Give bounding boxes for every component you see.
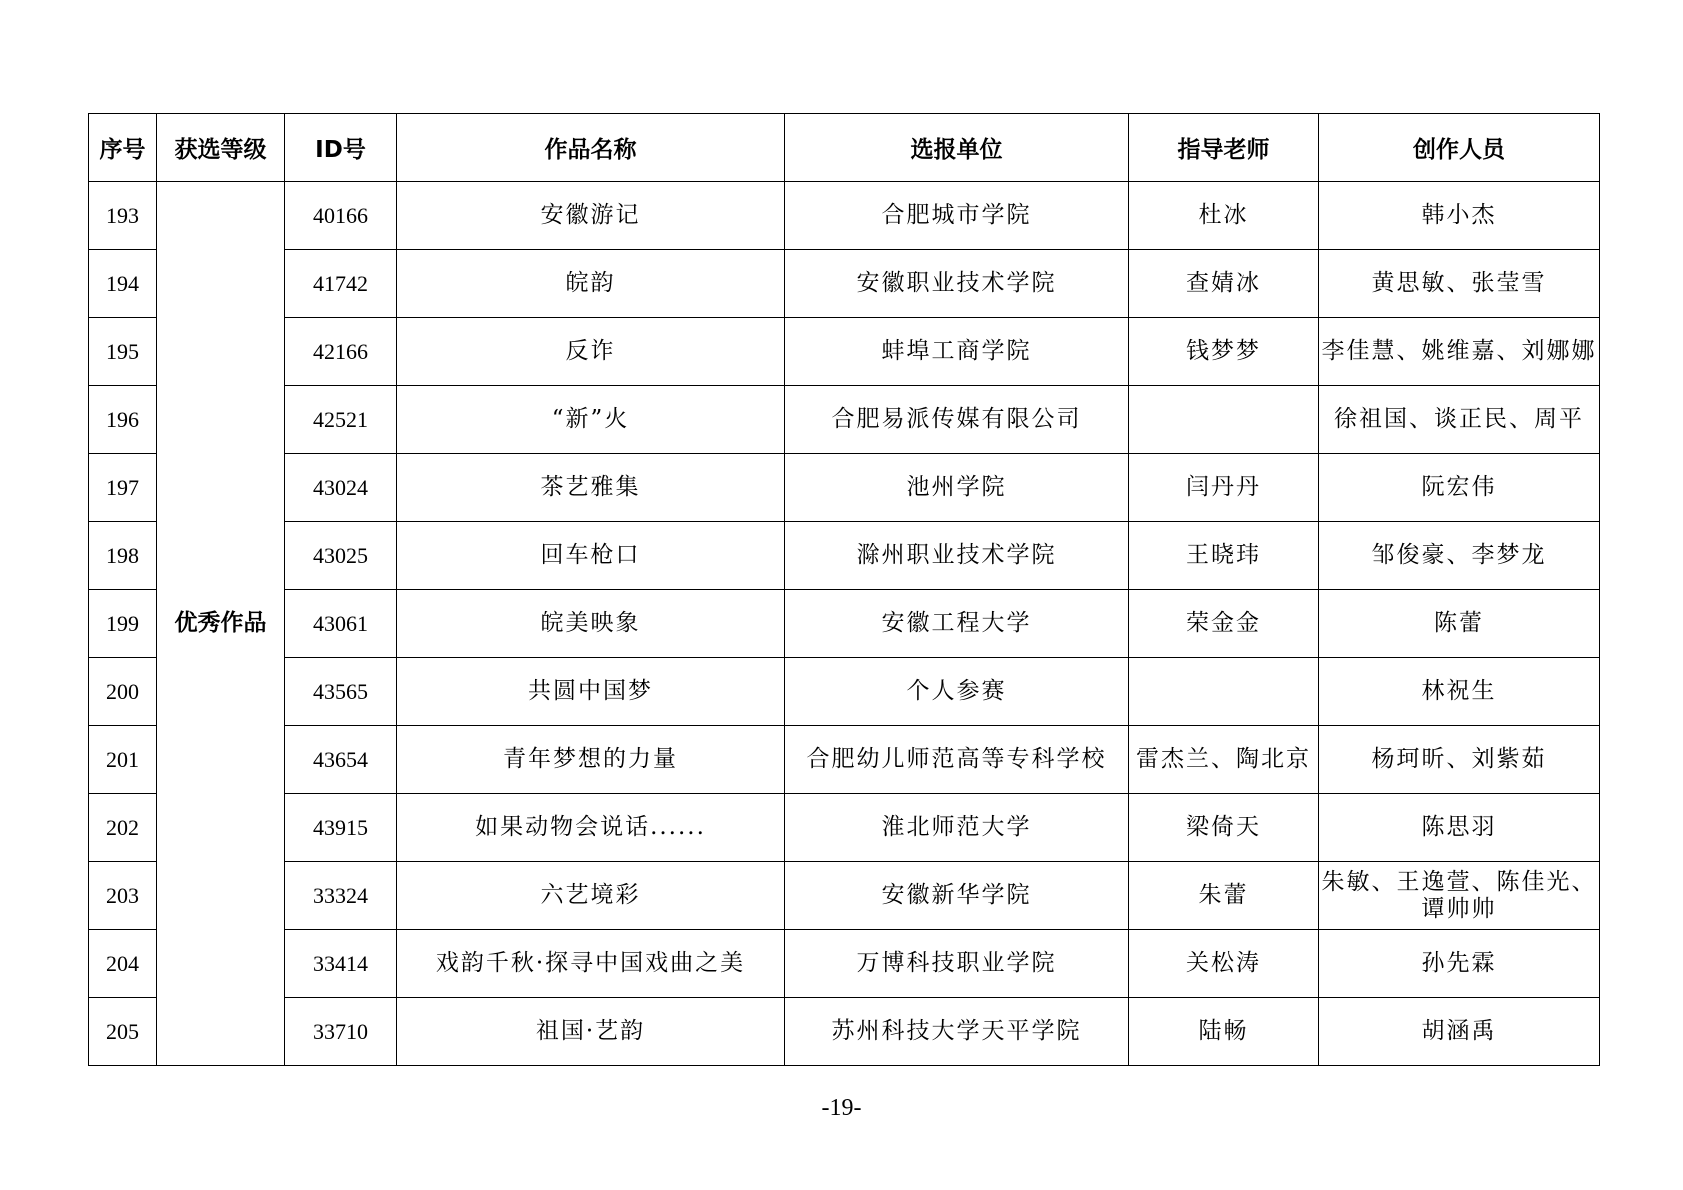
cell-creators: 李佳慧、姚维嘉、刘娜娜 bbox=[1319, 318, 1600, 386]
cell-creators: 阮宏伟 bbox=[1319, 454, 1600, 522]
cell-creators: 陈蕾 bbox=[1319, 590, 1600, 658]
cell-teacher bbox=[1129, 386, 1319, 454]
cell-work-title: 青年梦想的力量 bbox=[397, 726, 785, 794]
cell-seq: 201 bbox=[89, 726, 157, 794]
cell-seq: 196 bbox=[89, 386, 157, 454]
header-creators: 创作人员 bbox=[1319, 114, 1600, 182]
cell-unit: 池州学院 bbox=[785, 454, 1129, 522]
cell-teacher: 钱梦梦 bbox=[1129, 318, 1319, 386]
cell-teacher: 查婧冰 bbox=[1129, 250, 1319, 318]
cell-seq: 204 bbox=[89, 930, 157, 998]
table-row bbox=[89, 930, 1600, 998]
table-body bbox=[89, 182, 1600, 1066]
cell-seq: 198 bbox=[89, 522, 157, 590]
cell-creators: 杨珂昕、刘紫茹 bbox=[1319, 726, 1600, 794]
cell-id: 41742 bbox=[285, 250, 397, 318]
cell-teacher: 王晓玮 bbox=[1129, 522, 1319, 590]
table-row bbox=[89, 726, 1600, 794]
cell-teacher: 闫丹丹 bbox=[1129, 454, 1319, 522]
cell-unit: 苏州科技大学天平学院 bbox=[785, 998, 1129, 1066]
cell-seq: 194 bbox=[89, 250, 157, 318]
cell-teacher: 荣金金 bbox=[1129, 590, 1319, 658]
cell-id: 43061 bbox=[285, 590, 397, 658]
cell-work-title: 祖国·艺韵 bbox=[397, 998, 785, 1066]
cell-grade: 优秀作品 bbox=[157, 182, 285, 1066]
cell-seq: 199 bbox=[89, 590, 157, 658]
cell-id: 33324 bbox=[285, 862, 397, 930]
cell-teacher: 关松涛 bbox=[1129, 930, 1319, 998]
cell-id: 43025 bbox=[285, 522, 397, 590]
table-row bbox=[89, 998, 1600, 1066]
cell-unit: 蚌埠工商学院 bbox=[785, 318, 1129, 386]
cell-creators: 韩小杰 bbox=[1319, 182, 1600, 250]
cell-creators: 邹俊豪、李梦龙 bbox=[1319, 522, 1600, 590]
cell-teacher: 杜冰 bbox=[1129, 182, 1319, 250]
cell-unit: 安徽职业技术学院 bbox=[785, 250, 1129, 318]
cell-id: 33710 bbox=[285, 998, 397, 1066]
cell-work-title: 反诈 bbox=[397, 318, 785, 386]
cell-creators: 胡涵禹 bbox=[1319, 998, 1600, 1066]
cell-work-title: 安徽游记 bbox=[397, 182, 785, 250]
cell-seq: 205 bbox=[89, 998, 157, 1066]
cell-unit: 合肥易派传媒有限公司 bbox=[785, 386, 1129, 454]
cell-teacher: 梁倚天 bbox=[1129, 794, 1319, 862]
cell-creators: 林祝生 bbox=[1319, 658, 1600, 726]
cell-creators: 徐祖国、谈正民、周平 bbox=[1319, 386, 1600, 454]
cell-work-title: 茶艺雅集 bbox=[397, 454, 785, 522]
cell-id: 40166 bbox=[285, 182, 397, 250]
cell-unit: 合肥城市学院 bbox=[785, 182, 1129, 250]
cell-seq: 202 bbox=[89, 794, 157, 862]
table-header-row bbox=[89, 114, 1600, 182]
cell-creators: 孙先霖 bbox=[1319, 930, 1600, 998]
header-teacher: 指导老师 bbox=[1129, 114, 1319, 182]
table-row bbox=[89, 658, 1600, 726]
cell-id: 42521 bbox=[285, 386, 397, 454]
cell-work-title: 戏韵千秋·探寻中国戏曲之美 bbox=[397, 930, 785, 998]
table-row bbox=[89, 794, 1600, 862]
cell-work-title: 回车枪口 bbox=[397, 522, 785, 590]
cell-unit: 淮北师范大学 bbox=[785, 794, 1129, 862]
cell-work-title: 共圆中国梦 bbox=[397, 658, 785, 726]
cell-id: 43654 bbox=[285, 726, 397, 794]
cell-work-title: 皖美映象 bbox=[397, 590, 785, 658]
cell-unit: 安徽新华学院 bbox=[785, 862, 1129, 930]
table-row bbox=[89, 182, 1600, 250]
cell-seq: 193 bbox=[89, 182, 157, 250]
cell-unit: 滁州职业技术学院 bbox=[785, 522, 1129, 590]
cell-unit: 合肥幼儿师范高等专科学校 bbox=[785, 726, 1129, 794]
cell-creators: 黄思敏、张莹雪 bbox=[1319, 250, 1600, 318]
header-seq: 序号 bbox=[89, 114, 157, 182]
results-table bbox=[88, 113, 1600, 1066]
results-table-wrapper bbox=[88, 113, 1599, 1066]
cell-unit: 万博科技职业学院 bbox=[785, 930, 1129, 998]
table-row bbox=[89, 318, 1600, 386]
cell-work-title: “新”火 bbox=[397, 386, 785, 454]
cell-teacher bbox=[1129, 658, 1319, 726]
cell-work-title: 皖韵 bbox=[397, 250, 785, 318]
cell-teacher: 朱蕾 bbox=[1129, 862, 1319, 930]
table-row bbox=[89, 386, 1600, 454]
cell-id: 43915 bbox=[285, 794, 397, 862]
table-row bbox=[89, 590, 1600, 658]
table-row bbox=[89, 862, 1600, 930]
cell-teacher: 雷杰兰、陶北京 bbox=[1129, 726, 1319, 794]
cell-seq: 203 bbox=[89, 862, 157, 930]
header-work-title: 作品名称 bbox=[397, 114, 785, 182]
table-row bbox=[89, 522, 1600, 590]
header-unit: 选报单位 bbox=[785, 114, 1129, 182]
table-row bbox=[89, 454, 1600, 522]
cell-creators: 陈思羽 bbox=[1319, 794, 1600, 862]
table-row bbox=[89, 250, 1600, 318]
cell-id: 33414 bbox=[285, 930, 397, 998]
cell-id: 43024 bbox=[285, 454, 397, 522]
cell-work-title: 六艺境彩 bbox=[397, 862, 785, 930]
cell-seq: 197 bbox=[89, 454, 157, 522]
cell-unit: 安徽工程大学 bbox=[785, 590, 1129, 658]
cell-id: 42166 bbox=[285, 318, 397, 386]
cell-unit: 个人参赛 bbox=[785, 658, 1129, 726]
header-id: ID号 bbox=[285, 114, 397, 182]
cell-creators: 朱敏、王逸萱、陈佳光、谭帅帅 bbox=[1319, 862, 1600, 930]
cell-teacher: 陆畅 bbox=[1129, 998, 1319, 1066]
page-number: -19- bbox=[821, 1095, 862, 1121]
cell-seq: 195 bbox=[89, 318, 157, 386]
cell-seq: 200 bbox=[89, 658, 157, 726]
cell-work-title: 如果动物会说话...... bbox=[397, 794, 785, 862]
header-grade: 获选等级 bbox=[157, 114, 285, 182]
cell-id: 43565 bbox=[285, 658, 397, 726]
